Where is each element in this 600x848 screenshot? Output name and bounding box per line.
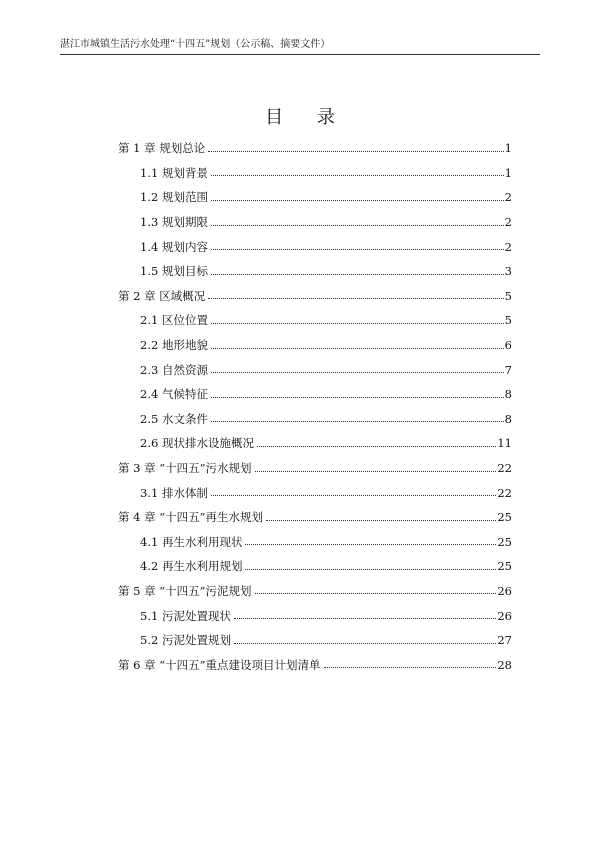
toc-leader-dots [255, 471, 497, 472]
toc-entry-label: 5.1 污泥处置现状 [140, 608, 231, 623]
toc-entry-label: 3.1 排水体制 [140, 485, 208, 500]
toc-entry-label: 第 2 章 区域概况 [118, 288, 206, 303]
toc-leader-dots [208, 151, 503, 152]
toc-leader-dots [211, 175, 504, 176]
toc-section-entry[interactable] [118, 431, 512, 456]
table-of-contents [118, 136, 512, 677]
toc-section-entry[interactable] [118, 530, 512, 555]
toc-entry-page-number: 2 [504, 215, 512, 230]
toc-entry-label: 2.5 水文条件 [140, 411, 208, 426]
toc-entry-page-number: 26 [497, 608, 512, 623]
toc-leader-dots [211, 225, 504, 226]
toc-entry-label: 第 3 章 “十四五”污水规划 [118, 461, 252, 476]
toc-leader-dots [234, 618, 496, 619]
toc-section-entry[interactable] [118, 628, 512, 653]
toc-leader-dots [211, 323, 504, 324]
toc-entry-label: 第 5 章 “十四五”污泥规划 [118, 583, 252, 598]
header-text: 湛江市城镇生活污水处理“十四五”规划（公示稿、摘要文件） [60, 39, 331, 50]
toc-leader-dots [211, 348, 504, 349]
toc-leader-dots [211, 421, 504, 422]
toc-entry-label: 2.3 自然资源 [140, 362, 208, 377]
toc-leader-dots [211, 274, 504, 275]
toc-entry-label: 2.1 区位位置 [140, 313, 208, 328]
toc-section-entry[interactable] [118, 210, 512, 235]
toc-entry-page-number: 1 [504, 141, 512, 156]
toc-entry-page-number: 28 [497, 657, 512, 672]
toc-leader-dots [255, 593, 497, 594]
toc-leader-dots [245, 569, 496, 570]
toc-leader-dots [211, 397, 504, 398]
toc-leader-dots [245, 544, 496, 545]
toc-entry-label: 2.4 气候特征 [140, 387, 208, 402]
toc-section-entry[interactable] [118, 554, 512, 579]
toc-entry-page-number: 26 [497, 583, 512, 598]
toc-entry-page-number: 25 [497, 559, 512, 574]
toc-section-entry[interactable] [118, 480, 512, 505]
toc-entry-page-number: 5 [504, 288, 512, 303]
toc-entry-label: 4.2 再生水利用规划 [140, 559, 243, 574]
toc-section-entry[interactable] [118, 407, 512, 432]
toc-section-entry[interactable] [118, 603, 512, 628]
toc-leader-dots [257, 446, 496, 447]
toc-entry-page-number: 6 [504, 338, 512, 353]
toc-leader-dots [211, 372, 504, 373]
toc-entry-page-number: 11 [497, 436, 512, 451]
toc-entry-page-number: 5 [504, 313, 512, 328]
toc-entry-page-number: 8 [504, 387, 512, 402]
toc-leader-dots [211, 249, 504, 250]
toc-entry-label: 1.4 规划内容 [140, 239, 208, 254]
toc-entry-label: 2.6 现状排水设施概况 [140, 436, 254, 451]
toc-entry-page-number: 22 [497, 461, 512, 476]
toc-entry-label: 1.1 规划背景 [140, 165, 208, 180]
toc-entry-page-number: 3 [504, 264, 512, 279]
toc-entry-label: 第 1 章 规划总论 [118, 141, 206, 156]
toc-section-entry[interactable] [118, 333, 512, 358]
toc-entry-label: 1.3 规划期限 [140, 215, 208, 230]
toc-title: 目 录 [265, 107, 349, 128]
header-rule [60, 54, 540, 55]
toc-leader-dots [266, 520, 496, 521]
toc-entry-page-number: 1 [504, 165, 512, 180]
toc-entry-label: 1.5 规划目标 [140, 264, 208, 279]
toc-entry-label: 第 4 章 “十四五”再生水规划 [118, 510, 264, 525]
toc-entry-page-number: 25 [497, 510, 512, 525]
toc-leader-dots [234, 643, 496, 644]
toc-section-entry[interactable] [118, 234, 512, 259]
toc-leader-dots [211, 200, 504, 201]
page-header [60, 38, 540, 55]
toc-entry-label: 5.2 污泥处置规划 [140, 633, 231, 648]
toc-entry-label: 4.1 再生水利用现状 [140, 534, 243, 549]
toc-entry-page-number: 8 [504, 411, 512, 426]
toc-entry-label: 第 6 章 “十四五”重点建设项目计划清单 [118, 657, 321, 672]
toc-chapter-entry[interactable] [118, 456, 512, 481]
toc-chapter-entry[interactable] [118, 136, 512, 161]
toc-section-entry[interactable] [118, 382, 512, 407]
toc-entry-label: 2.2 地形地貌 [140, 338, 208, 353]
toc-leader-dots [324, 667, 497, 668]
toc-entry-page-number: 27 [497, 633, 512, 648]
toc-chapter-entry[interactable] [118, 579, 512, 604]
toc-chapter-entry[interactable] [118, 652, 512, 677]
toc-entry-label: 1.2 规划范围 [140, 190, 208, 205]
toc-section-entry[interactable] [118, 185, 512, 210]
toc-entry-page-number: 2 [504, 190, 512, 205]
toc-section-entry[interactable] [118, 308, 512, 333]
toc-entry-page-number: 2 [504, 239, 512, 254]
toc-section-entry[interactable] [118, 357, 512, 382]
toc-leader-dots [208, 298, 503, 299]
toc-leader-dots [211, 495, 496, 496]
toc-entry-page-number: 22 [497, 485, 512, 500]
toc-chapter-entry[interactable] [118, 505, 512, 530]
toc-section-entry[interactable] [118, 259, 512, 284]
toc-section-entry[interactable] [118, 161, 512, 186]
toc-entry-page-number: 7 [504, 362, 512, 377]
toc-entry-page-number: 25 [497, 534, 512, 549]
toc-chapter-entry[interactable] [118, 284, 512, 309]
